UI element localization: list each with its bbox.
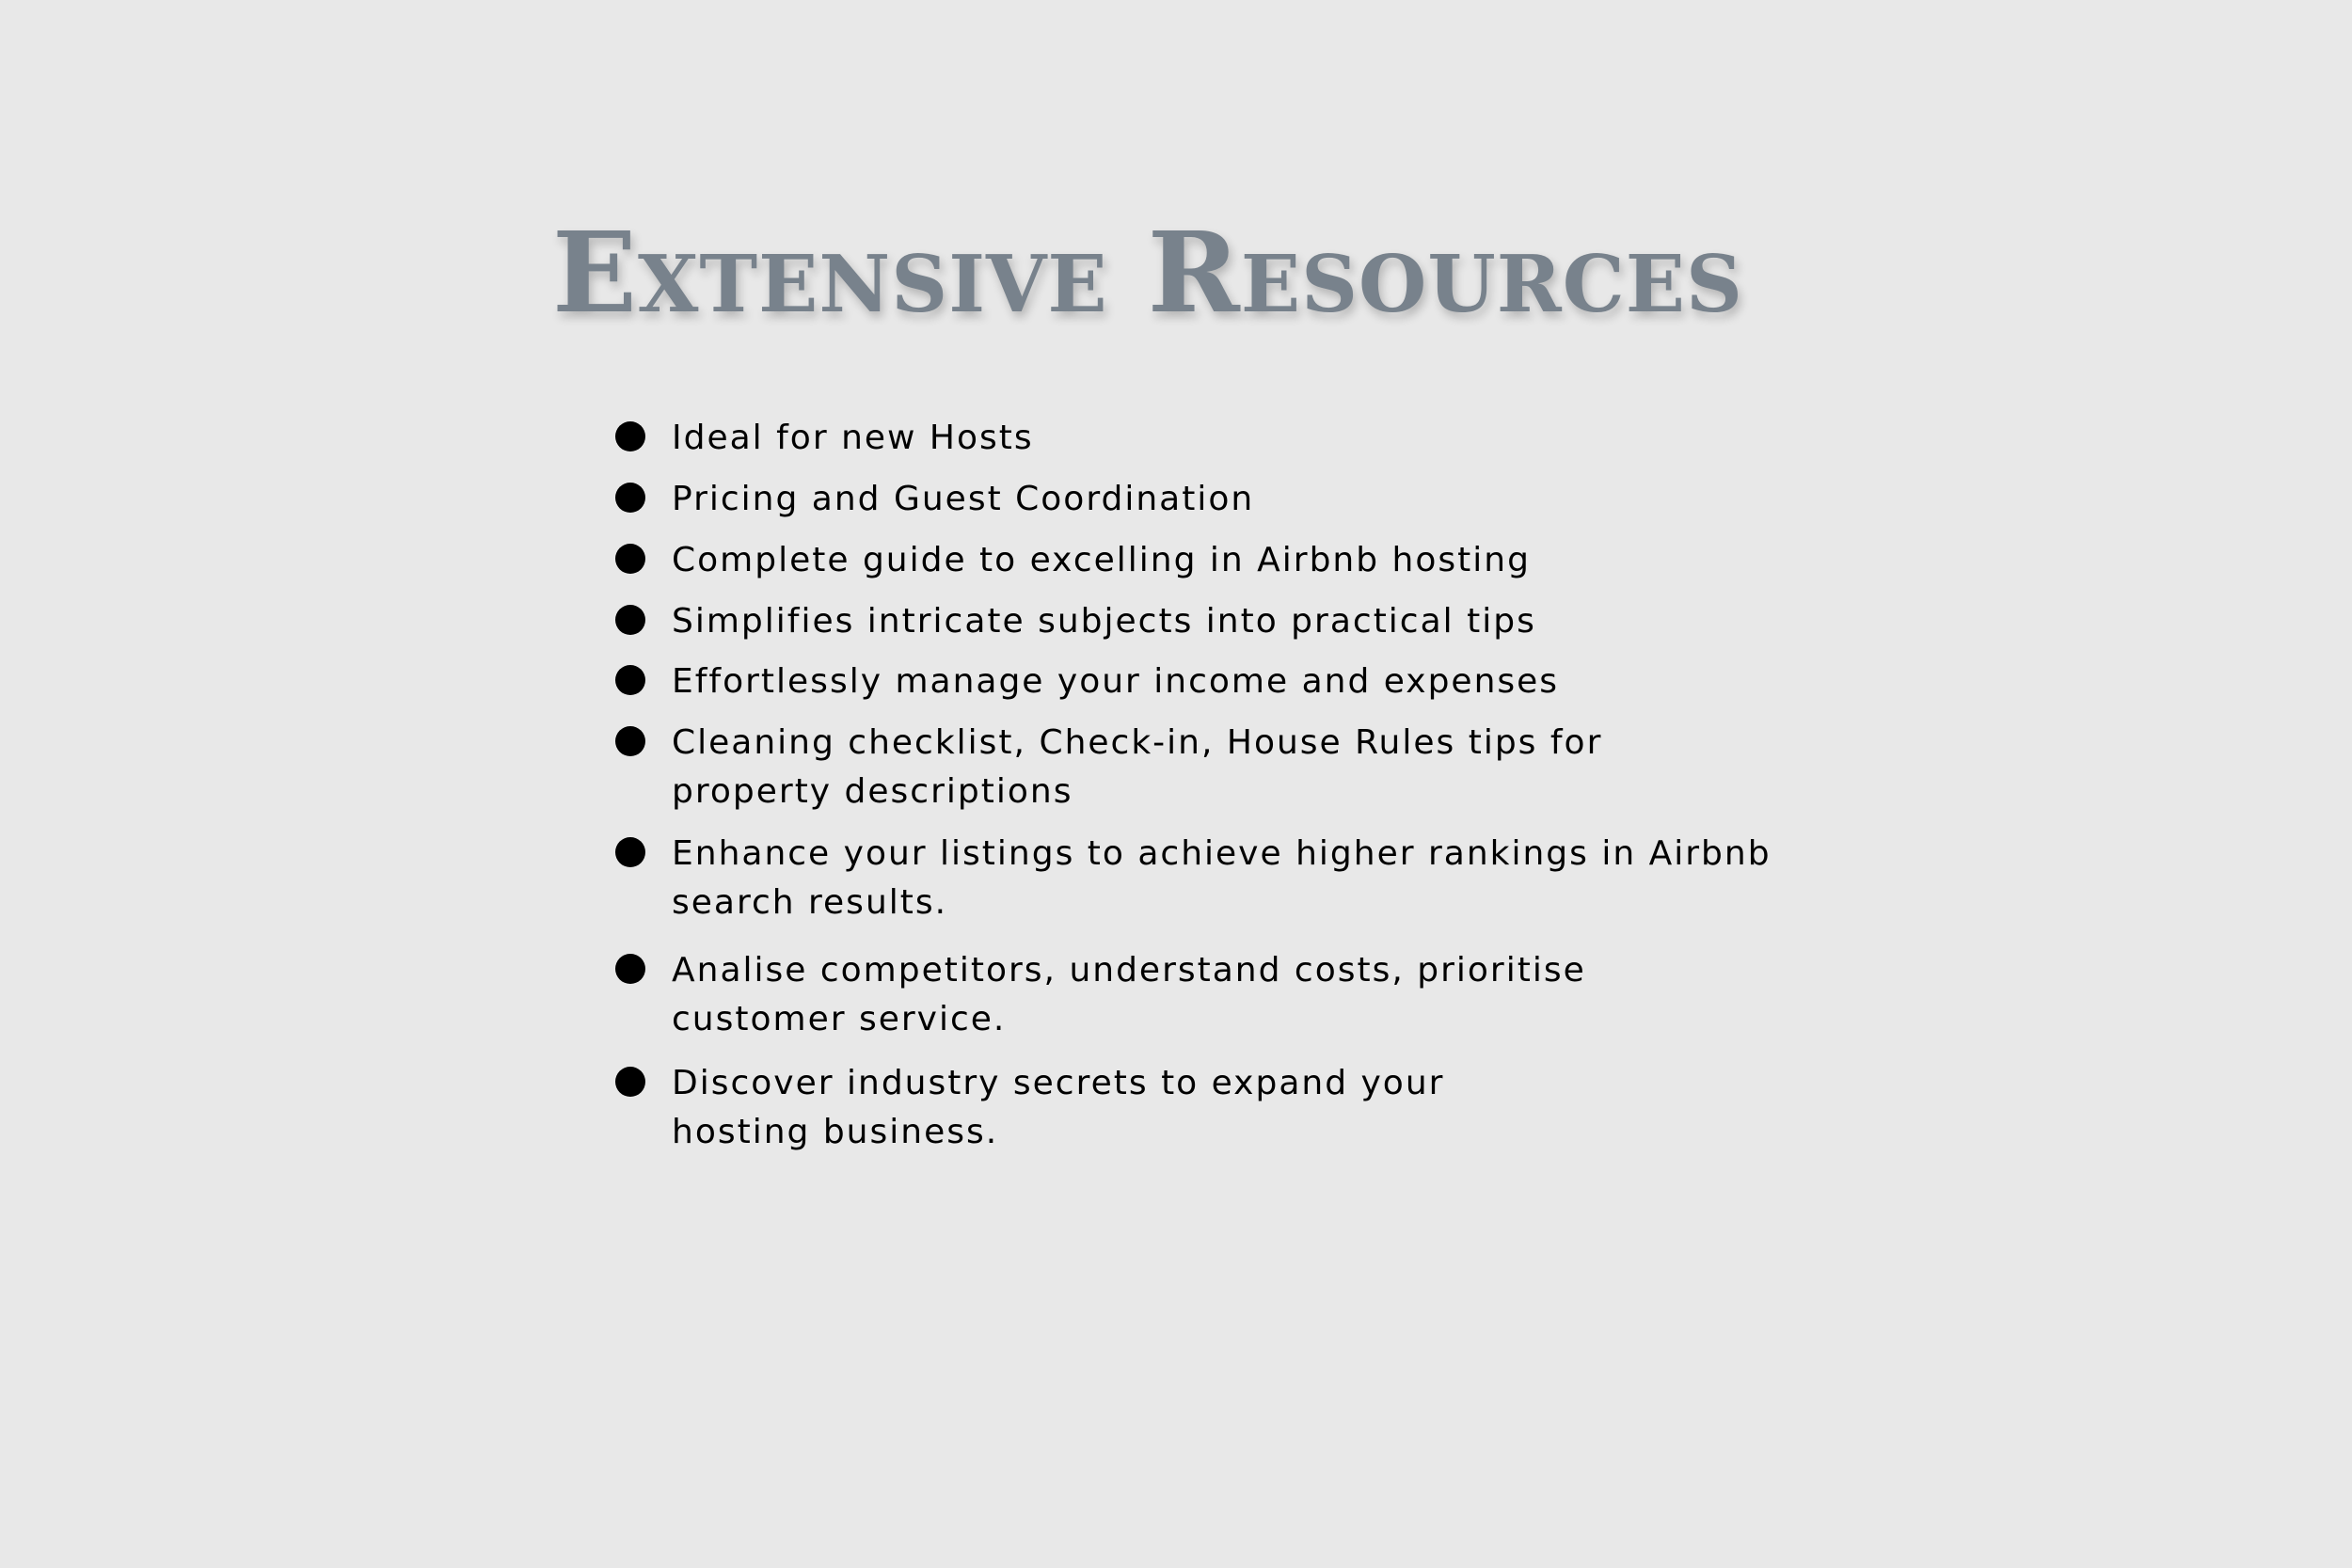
list-item-text: customer service. [672,1000,1007,1038]
list-item-text: Analise competitors, understand costs, prioritise [672,951,1586,990]
list-item [613,597,1536,646]
list-item-text: Effortlessly manage your income and expenses [672,662,1560,701]
bullet-icon [615,665,645,695]
bullet-icon [615,954,645,984]
list-item [613,1059,1444,1157]
list-item-text: Discover industry secrets to expand your [672,1064,1445,1102]
bullet-icon [615,421,645,451]
bullet-icon [615,726,645,756]
list-item [613,946,1586,1044]
bullet-icon [615,544,645,574]
list-item-text: property descriptions [672,772,1073,811]
list-item [613,719,1602,816]
bullet-icon [615,605,645,635]
bullet-icon [615,483,645,513]
list-item-text: search results. [672,883,948,922]
page-title: Extensive Resources [552,207,1743,338]
bullet-icon [615,1067,645,1097]
list-item-text: Pricing and Guest Coordination [672,480,1255,518]
list-item [613,536,1531,585]
list-item [613,830,1772,927]
list-item [613,475,1254,524]
list-item-text: Cleaning checklist, Check-in, House Rules tips for [672,723,1603,762]
list-item-text: Enhance your listings to achieve higher rankings in Airbnb [672,834,1772,873]
list-item [613,657,1559,706]
list-item-text: Complete guide to excelling in Airbnb hosting [672,541,1531,579]
list-item [613,414,1034,463]
bullet-icon [615,837,645,867]
list-item-text: Simplifies intricate subjects into practical tips [672,602,1536,641]
list-item-text: hosting business. [672,1113,999,1151]
list-item-text: Ideal for new Hosts [672,419,1034,457]
